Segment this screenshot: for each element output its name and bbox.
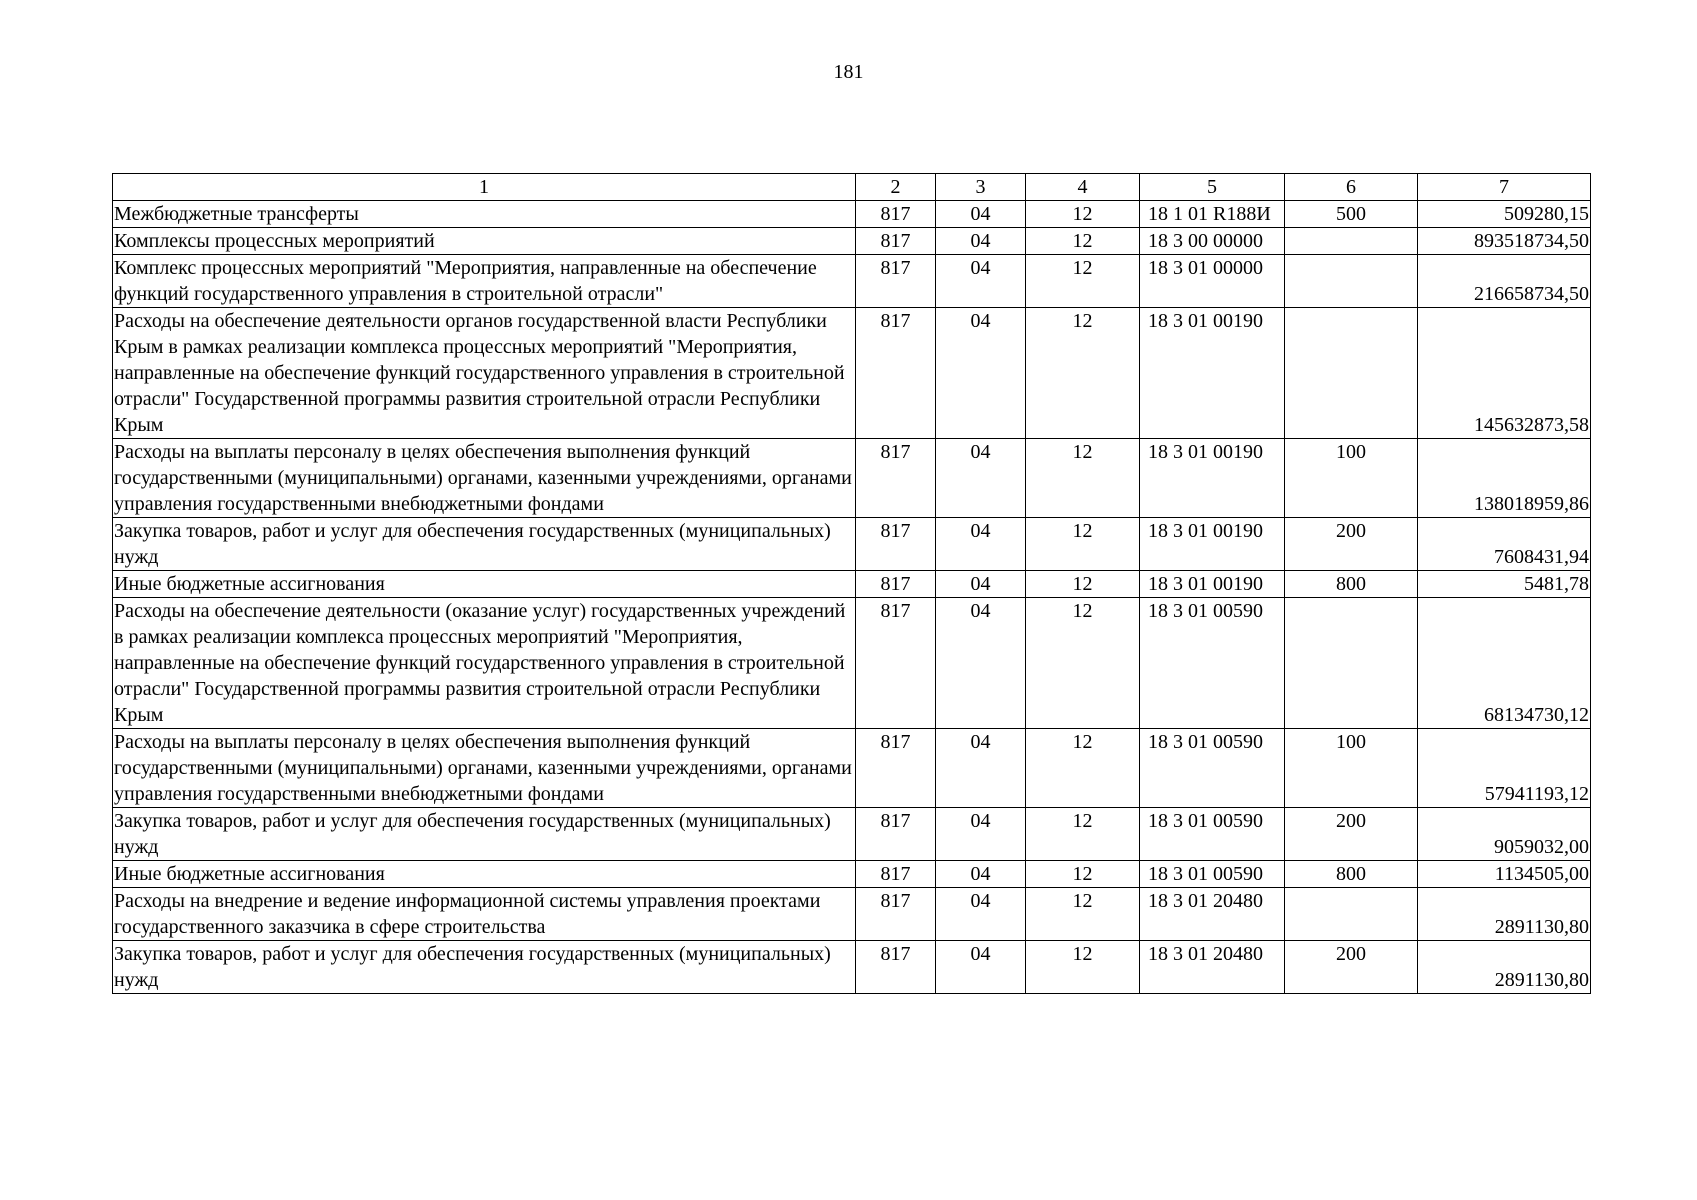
table-row bbox=[113, 861, 1591, 888]
section-code: 04 bbox=[936, 888, 1026, 941]
item-name: Иные бюджетные ассигнования bbox=[113, 861, 856, 888]
expense-type-code bbox=[1285, 228, 1418, 255]
item-name: Межбюджетные трансферты bbox=[113, 201, 856, 228]
ministry-code: 817 bbox=[856, 598, 936, 729]
item-name: Расходы на обеспечение деятельности (оказание услуг) государственных учреждений в рамках реализации комплекса процессных мероприятий "Мероприятия, направленные на обеспечение функций государственного управления в строительной отрасли" Государственной программы развития строительной отрасли Республики Крым bbox=[113, 598, 856, 729]
subsection-code: 12 bbox=[1026, 439, 1140, 518]
target-article-code: 18 3 01 00190 bbox=[1140, 571, 1285, 598]
expense-type-code bbox=[1285, 308, 1418, 439]
subsection-code: 12 bbox=[1026, 941, 1140, 994]
section-code: 04 bbox=[936, 308, 1026, 439]
amount: 216658734,50 bbox=[1418, 255, 1591, 308]
section-code: 04 bbox=[936, 518, 1026, 571]
item-name: Закупка товаров, работ и услуг для обеспечения государственных (муниципальных) нужд bbox=[113, 808, 856, 861]
section-code: 04 bbox=[936, 598, 1026, 729]
ministry-code: 817 bbox=[856, 518, 936, 571]
section-code: 04 bbox=[936, 228, 1026, 255]
subsection-code: 12 bbox=[1026, 729, 1140, 808]
section-code: 04 bbox=[936, 941, 1026, 994]
budget-table bbox=[112, 173, 1591, 994]
subsection-code: 12 bbox=[1026, 201, 1140, 228]
item-name: Расходы на выплаты персоналу в целях обеспечения выполнения функций государственными (муниципальными) органами, казенными учреждениями, органами управления государственными внебюджетными фондами bbox=[113, 439, 856, 518]
ministry-code: 817 bbox=[856, 888, 936, 941]
item-name: Комплекс процессных мероприятий "Мероприятия, направленные на обеспечение функций государственного управления в строительной отрасли" bbox=[113, 255, 856, 308]
expense-type-code: 500 bbox=[1285, 201, 1418, 228]
column-header: 4 bbox=[1026, 174, 1140, 201]
expense-type-code: 200 bbox=[1285, 941, 1418, 994]
table-row bbox=[113, 598, 1591, 729]
expense-type-code: 100 bbox=[1285, 729, 1418, 808]
item-name: Расходы на обеспечение деятельности органов государственной власти Республики Крым в рамках реализации комплекса процессных мероприятий "Мероприятия, направленные на обеспечение функций государственного управления в строительной отрасли" Государственной программы развития строительной отрасли Республики Крым bbox=[113, 308, 856, 439]
table-row bbox=[113, 729, 1591, 808]
table-row bbox=[113, 571, 1591, 598]
amount: 9059032,00 bbox=[1418, 808, 1591, 861]
ministry-code: 817 bbox=[856, 439, 936, 518]
target-article-code: 18 3 01 00000 bbox=[1140, 255, 1285, 308]
subsection-code: 12 bbox=[1026, 518, 1140, 571]
column-header: 6 bbox=[1285, 174, 1418, 201]
expense-type-code: 100 bbox=[1285, 439, 1418, 518]
target-article-code: 18 3 01 00190 bbox=[1140, 308, 1285, 439]
target-article-code: 18 1 01 R188И bbox=[1140, 201, 1285, 228]
ministry-code: 817 bbox=[856, 228, 936, 255]
table-row bbox=[113, 518, 1591, 571]
subsection-code: 12 bbox=[1026, 228, 1140, 255]
subsection-code: 12 bbox=[1026, 255, 1140, 308]
ministry-code: 817 bbox=[856, 571, 936, 598]
amount: 145632873,58 bbox=[1418, 308, 1591, 439]
expense-type-code bbox=[1285, 888, 1418, 941]
subsection-code: 12 bbox=[1026, 808, 1140, 861]
item-name: Комплексы процессных мероприятий bbox=[113, 228, 856, 255]
item-name: Закупка товаров, работ и услуг для обеспечения государственных (муниципальных) нужд bbox=[113, 941, 856, 994]
amount: 68134730,12 bbox=[1418, 598, 1591, 729]
table-row bbox=[113, 888, 1591, 941]
subsection-code: 12 bbox=[1026, 598, 1140, 729]
target-article-code: 18 3 01 20480 bbox=[1140, 888, 1285, 941]
table-header-row bbox=[113, 174, 1591, 201]
section-code: 04 bbox=[936, 255, 1026, 308]
expense-type-code: 800 bbox=[1285, 861, 1418, 888]
ministry-code: 817 bbox=[856, 308, 936, 439]
table-row bbox=[113, 255, 1591, 308]
amount: 2891130,80 bbox=[1418, 888, 1591, 941]
item-name: Расходы на внедрение и ведение информационной системы управления проектами государственного заказчика в сфере строительства bbox=[113, 888, 856, 941]
subsection-code: 12 bbox=[1026, 861, 1140, 888]
item-name: Иные бюджетные ассигнования bbox=[113, 571, 856, 598]
target-article-code: 18 3 01 00190 bbox=[1140, 518, 1285, 571]
target-article-code: 18 3 01 00590 bbox=[1140, 729, 1285, 808]
section-code: 04 bbox=[936, 861, 1026, 888]
item-name: Закупка товаров, работ и услуг для обеспечения государственных (муниципальных) нужд bbox=[113, 518, 856, 571]
section-code: 04 bbox=[936, 571, 1026, 598]
ministry-code: 817 bbox=[856, 729, 936, 808]
expense-type-code: 200 bbox=[1285, 518, 1418, 571]
item-name: Расходы на выплаты персоналу в целях обеспечения выполнения функций государственными (муниципальными) органами, казенными учреждениями, органами управления государственными внебюджетными фондами bbox=[113, 729, 856, 808]
table-row bbox=[113, 201, 1591, 228]
amount: 7608431,94 bbox=[1418, 518, 1591, 571]
expense-type-code: 200 bbox=[1285, 808, 1418, 861]
table-row bbox=[113, 808, 1591, 861]
expense-type-code: 800 bbox=[1285, 571, 1418, 598]
column-header: 1 bbox=[113, 174, 856, 201]
column-header: 7 bbox=[1418, 174, 1591, 201]
amount: 1134505,00 bbox=[1418, 861, 1591, 888]
target-article-code: 18 3 01 00590 bbox=[1140, 808, 1285, 861]
amount: 893518734,50 bbox=[1418, 228, 1591, 255]
column-header: 3 bbox=[936, 174, 1026, 201]
amount: 509280,15 bbox=[1418, 201, 1591, 228]
target-article-code: 18 3 01 00190 bbox=[1140, 439, 1285, 518]
subsection-code: 12 bbox=[1026, 571, 1140, 598]
subsection-code: 12 bbox=[1026, 888, 1140, 941]
amount: 2891130,80 bbox=[1418, 941, 1591, 994]
subsection-code: 12 bbox=[1026, 308, 1140, 439]
column-header: 2 bbox=[856, 174, 936, 201]
table-row bbox=[113, 228, 1591, 255]
column-header: 5 bbox=[1140, 174, 1285, 201]
ministry-code: 817 bbox=[856, 941, 936, 994]
ministry-code: 817 bbox=[856, 255, 936, 308]
amount: 138018959,86 bbox=[1418, 439, 1591, 518]
target-article-code: 18 3 01 00590 bbox=[1140, 861, 1285, 888]
section-code: 04 bbox=[936, 201, 1026, 228]
page-number: 181 bbox=[833, 61, 864, 83]
section-code: 04 bbox=[936, 808, 1026, 861]
target-article-code: 18 3 01 20480 bbox=[1140, 941, 1285, 994]
target-article-code: 18 3 00 00000 bbox=[1140, 228, 1285, 255]
expense-type-code bbox=[1285, 255, 1418, 308]
section-code: 04 bbox=[936, 439, 1026, 518]
amount: 57941193,12 bbox=[1418, 729, 1591, 808]
table-row bbox=[113, 308, 1591, 439]
expense-type-code bbox=[1285, 598, 1418, 729]
table-body bbox=[113, 201, 1591, 994]
amount: 5481,78 bbox=[1418, 571, 1591, 598]
section-code: 04 bbox=[936, 729, 1026, 808]
table-row bbox=[113, 439, 1591, 518]
table-row bbox=[113, 941, 1591, 994]
ministry-code: 817 bbox=[856, 808, 936, 861]
target-article-code: 18 3 01 00590 bbox=[1140, 598, 1285, 729]
ministry-code: 817 bbox=[856, 201, 936, 228]
ministry-code: 817 bbox=[856, 861, 936, 888]
